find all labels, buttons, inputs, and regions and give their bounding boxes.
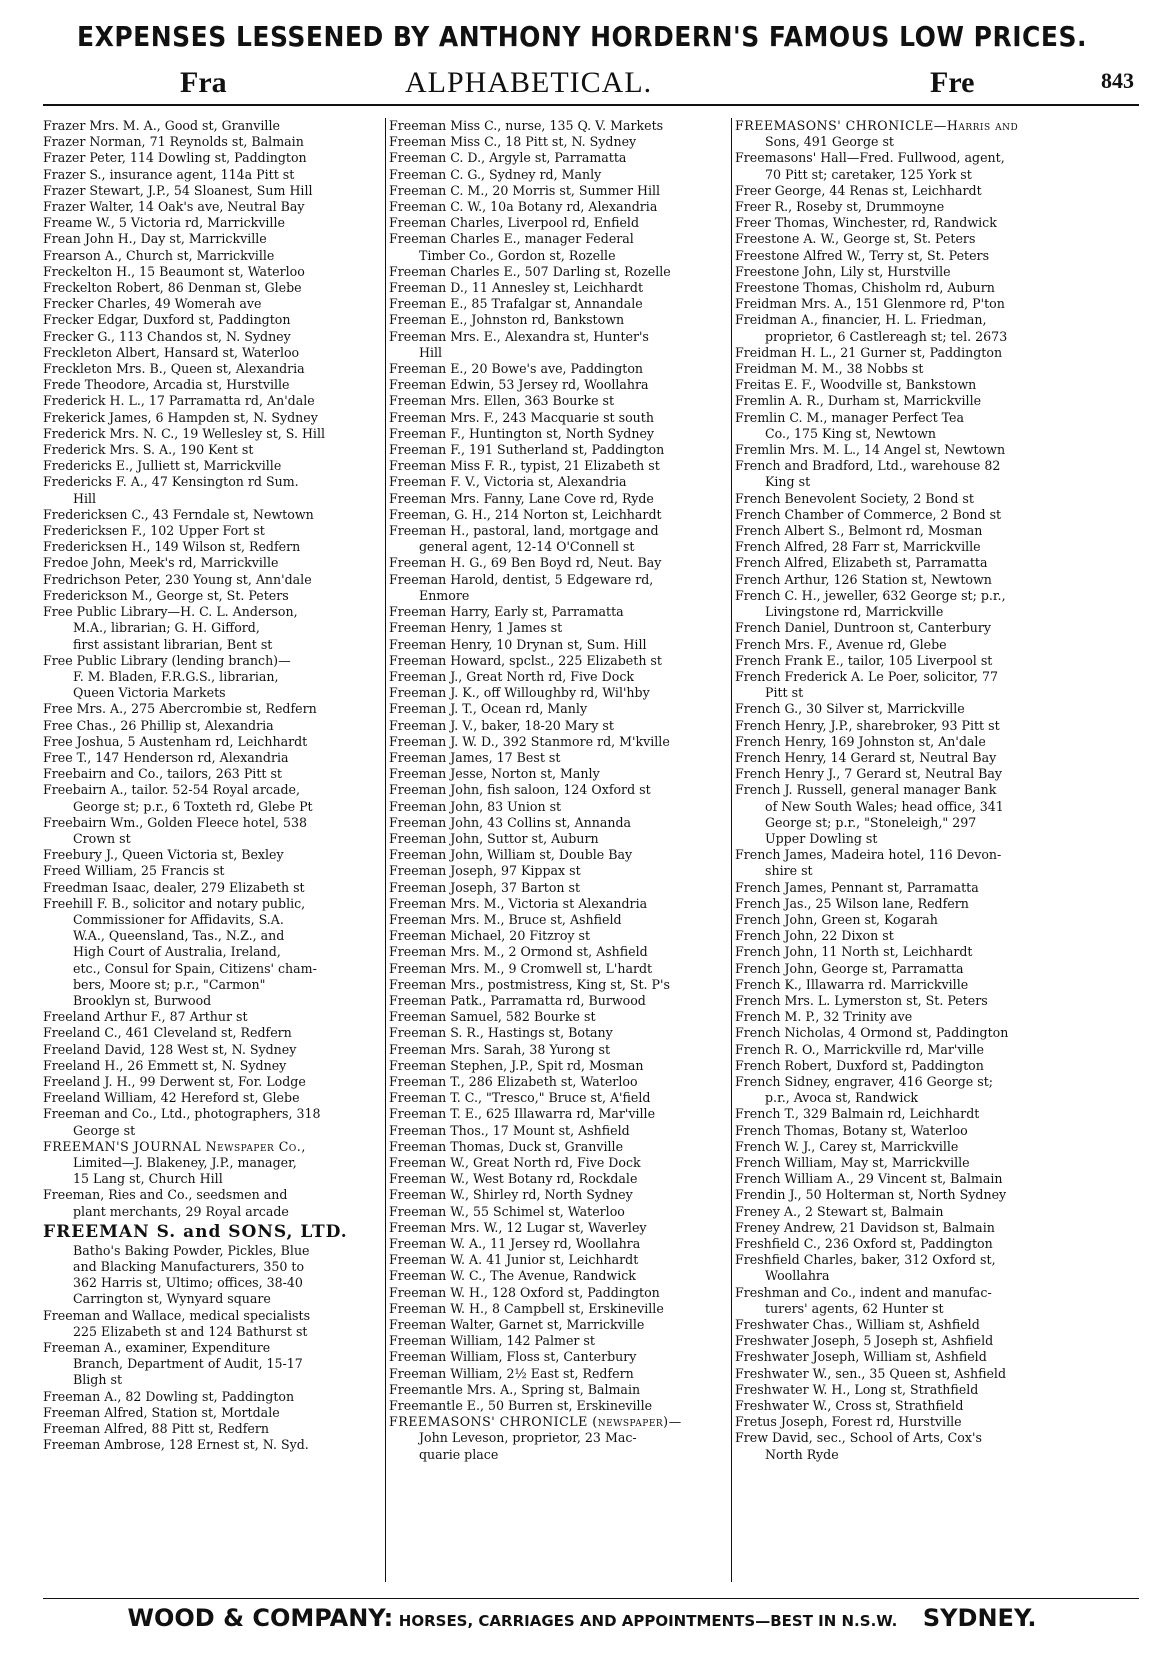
directory-entry: Freshwater Chas., William st, Ashfield [735, 1317, 980, 1333]
directory-entry: Freeman Stephen, J.P., Spit rd, Mosman [389, 1057, 644, 1073]
directory-entry: French and Bradford, Ltd., warehouse 82 [735, 458, 1001, 474]
directory-entry: M.A., librarian; G. H. Gifford, [73, 620, 260, 636]
directory-entry: Freestone A. W., George st, St. Peters [735, 231, 976, 247]
directory-entry: French John, Green st, Kogarah [735, 911, 938, 927]
directory-entry: French G., 30 Silver st, Marrickville [735, 701, 965, 717]
directory-entry: Freeman J. K., off Willoughby rd, Wil'hby [389, 685, 650, 701]
directory-entry: Frazer Mrs. M. A., Good st, Granville [43, 118, 280, 133]
directory-entry: Frazer Walter, 14 Oak's ave, Neutral Bay [43, 199, 305, 215]
directory-entry: Freeland J. H., 99 Derwent st, For. Lodge [43, 1073, 306, 1089]
directory-entry: Freeman Charles, Liverpool rd, Enfield [389, 215, 640, 231]
directory-entry: Freemantle Mrs. A., Spring st, Balmain [389, 1381, 641, 1397]
directory-entry: Free Joshua, 5 Austenham rd, Leichhardt [43, 733, 308, 749]
directory-entry: Freeman and Co., Ltd., photographers, 318 [43, 1106, 321, 1122]
directory-entry: French T., 329 Balmain rd, Leichhardt [735, 1106, 980, 1122]
directory-entry: French John, George st, Parramatta [735, 960, 964, 976]
directory-entry: quarie place [419, 1446, 499, 1462]
directory-entry: Freeman Charles E., 507 Darling st, Rozelle [389, 263, 671, 279]
directory-entry: French M. P., 32 Trinity ave [735, 1009, 913, 1025]
directory-entry: Freckelton Robert, 86 Denman st, Glebe [43, 280, 302, 296]
directory-entry: Freeman W. H., 8 Campbell st, Erskineville [389, 1300, 664, 1316]
directory-entry: Freeman Patk., Parramatta rd, Burwood [389, 992, 646, 1008]
directory-entry: Freeman Thos., 17 Mount st, Ashfield [389, 1122, 630, 1138]
directory-entry: Frecker Edgar, Duxford st, Paddington [43, 312, 291, 328]
directory-entry: 70 Pitt st; caretaker, 125 York st [765, 166, 972, 182]
directory-entry: Freeman Miss C., 18 Pitt st, N. Sydney [389, 134, 637, 150]
directory-entry: Freeman J., Great North rd, Five Dock [389, 668, 634, 684]
directory-entry: Freeman W. A., 11 Jersey rd, Woollahra [389, 1236, 641, 1252]
directory-entry: French Alfred, 28 Farr st, Marrickville [735, 539, 981, 555]
directory-entry: Freeman Mrs. Ellen, 363 Bourke st [389, 393, 615, 409]
directory-entry: Freeman J. V., baker, 18-20 Mary st [389, 717, 614, 733]
directory-entry: FREEMASONS' CHRONICLE—Harris and [735, 118, 1019, 133]
directory-entry: Enmore [419, 587, 470, 603]
directory-entry: Freeman C. G., Sydney rd, Manly [389, 166, 602, 182]
directory-entry: Freeman Alfred, 88 Pitt st, Redfern [43, 1421, 269, 1437]
directory-entry: French Frank E., tailor, 105 Liverpool st [735, 652, 993, 668]
directory-entry: Freeman Mrs. M., 2 Ormond st, Ashfield [389, 944, 648, 960]
directory-entry: John Leveson, proprietor, 23 Mac- [419, 1430, 637, 1446]
directory-entry: Frederick H. L., 17 Parramatta rd, An'dale [43, 393, 315, 409]
directory-entry: Limited—J. Blakeney, J.P., manager, [73, 1155, 297, 1170]
page-number: 843 [1101, 68, 1134, 93]
directory-entry: Freeman E., 85 Trafalgar st, Annandale [389, 296, 643, 312]
top-advert-banner: EXPENSES LESSENED BY ANTHONY HORDERN'S FAMOUS LOW PRICES. [77, 20, 1087, 53]
directory-entry: Freeman, G. H., 214 Norton st, Leichhardt [389, 506, 662, 522]
directory-entry: Freeman William, 2½ East st, Redfern [389, 1365, 634, 1381]
directory-entry: Free T., 147 Henderson rd, Alexandria [43, 749, 289, 765]
directory-entry: FREEMAN'S JOURNAL Newspaper Co., [43, 1138, 306, 1154]
directory-column-3 [735, 118, 1141, 1582]
directory-entry: Freeman W., Great North rd, Five Dock [389, 1155, 641, 1170]
directory-entry: Frederick Mrs. N. C., 19 Wellesley st, S. Hill [43, 425, 326, 441]
directory-entry: Freestone John, Lily st, Hurstville [735, 263, 951, 279]
directory-entry: Freed William, 25 Francis st [43, 863, 225, 879]
directory-entry: Free Chas., 26 Phillip st, Alexandria [43, 717, 274, 733]
directory-entry: Freeman W. H., 128 Oxford st, Paddington [389, 1284, 660, 1300]
directory-entry: Freeman T., 286 Elizabeth st, Waterloo [389, 1073, 638, 1089]
directory-entry: French C. H., jeweller, 632 George st; p.r., [735, 587, 1006, 603]
directory-entry: Frede Theodore, Arcadia st, Hurstville [43, 377, 290, 393]
directory-columns [43, 118, 1141, 1582]
directory-entry: Frearson A., Church st, Marrickville [43, 247, 275, 263]
directory-entry: Frazer Norman, 71 Reynolds st, Balmain [43, 134, 304, 150]
directory-entry: Frekerick James, 6 Hampden st, N. Sydney [43, 409, 318, 425]
directory-entry: High Court of Australia, Ireland, [73, 944, 281, 960]
directory-entry: Fredericksen H., 149 Wilson st, Redfern [43, 539, 301, 555]
directory-entry: Freney Andrew, 21 Davidson st, Balmain [735, 1219, 995, 1235]
directory-entry: p.r., Avoca st, Randwick [765, 1090, 919, 1106]
directory-entry: French William A., 29 Vincent st, Balmain [735, 1171, 1003, 1187]
directory-column-1 [43, 118, 381, 1582]
directory-entry: Freeman Harold, dentist, 5 Edgeware rd, [389, 571, 654, 587]
directory-entry: Freckleton Albert, Hansard st, Waterloo [43, 344, 300, 360]
directory-entry: Freeland William, 42 Hereford st, Glebe [43, 1090, 300, 1106]
directory-entry: Freeman Charles E., manager Federal [389, 231, 634, 247]
directory-entry: Freeman John, 83 Union st [389, 798, 562, 814]
directory-entry: Free Public Library—H. C. L. Anderson, [43, 604, 298, 620]
directory-entry: French Chamber of Commerce, 2 Bond st [735, 506, 1002, 522]
directory-entry: Freshfield Charles, baker, 312 Oxford st, [735, 1252, 996, 1268]
directory-entry: Fredoe John, Meek's rd, Marrickville [43, 555, 279, 571]
directory-entry: Fredericksen F., 102 Upper Fort st [43, 523, 265, 539]
directory-entry: FREEMAN S. and SONS, LTD. [43, 1221, 348, 1242]
directory-entry: Freeman H. G., 69 Ben Boyd rd, Neut. Bay [389, 555, 662, 571]
directory-entry: Freeman E., 20 Bowe's ave, Paddington [389, 361, 644, 377]
directory-entry: first assistant librarian, Bent st [73, 636, 273, 652]
directory-entry: Freeman John, William st, Double Bay [389, 847, 633, 863]
directory-entry: Freeman John, fish saloon, 124 Oxford st [389, 782, 651, 798]
directory-entry: Frecker Charles, 49 Womerah ave [43, 296, 262, 312]
directory-entry: Frederick Mrs. S. A., 190 Kent st [43, 442, 254, 458]
directory-entry: Frederickson M., George st, St. Peters [43, 587, 289, 603]
directory-entry: Freeman Alfred, Station st, Mortdale [43, 1404, 280, 1420]
directory-entry: Freeland David, 128 West st, N. Sydney [43, 1041, 297, 1057]
directory-entry: Brooklyn st, Burwood [73, 992, 212, 1008]
directory-entry: Freeman Mrs. Fanny, Lane Cove rd, Ryde [389, 490, 654, 506]
directory-entry: French Thomas, Botany st, Waterloo [735, 1122, 968, 1138]
bottom-advert-banner [0, 1604, 1164, 1632]
directory-entry: Freame W., 5 Victoria rd, Marrickville [43, 215, 285, 231]
directory-entry: French Alfred, Elizabeth st, Parramatta [735, 555, 988, 571]
directory-entry: Freeland C., 461 Cleveland st, Redfern [43, 1025, 292, 1041]
directory-entry: Branch, Department of Audit, 15-17 [73, 1356, 303, 1372]
directory-entry: Freeman T. E., 625 Illawarra rd, Mar'ville [389, 1106, 656, 1122]
directory-entry: French Henry J., 7 Gerard st, Neutral Bay [735, 766, 1003, 782]
directory-entry: Freebairn and Co., tailors, 263 Pitt st [43, 766, 282, 782]
directory-entry: Freeman Mrs. M., 9 Cromwell st, L'hardt [389, 960, 653, 976]
directory-entry: Freidman A., financier, H. L. Friedman, [735, 312, 987, 328]
directory-entry: Frazer S., insurance agent, 114a Pitt st [43, 166, 295, 182]
directory-entry: Freeman J. W. D., 392 Stanmore rd, M'kville [389, 733, 670, 749]
directory-entry: Freckleton Mrs. B., Queen st, Alexandria [43, 361, 305, 377]
directory-entry: Freeman Mrs. F., 243 Macquarie st south [389, 409, 654, 425]
directory-entry: Freney A., 2 Stewart st, Balmain [735, 1203, 944, 1219]
directory-entry: Freckelton H., 15 Beaumont st, Waterloo [43, 263, 305, 279]
directory-entry: Freeman John, 43 Collins st, Annanda [389, 814, 632, 830]
directory-entry: Freeman Mrs. M., Victoria st Alexandria [389, 895, 648, 911]
directory-entry: Frendin J., 50 Holterman st, North Sydney [735, 1187, 1007, 1203]
directory-entry: Freeman C. D., Argyle st, Parramatta [389, 150, 627, 166]
directory-entry: Freeman A., examiner, Expenditure [43, 1340, 271, 1356]
directory-entry: Upper Dowling st [765, 830, 878, 846]
directory-entry: Timber Co., Gordon st, Rozelle [419, 247, 616, 263]
directory-entry: George st [73, 1122, 136, 1138]
directory-entry: Freeman James, 17 Best st [389, 749, 561, 765]
directory-entry: Fremlin C. M., manager Perfect Tea [735, 409, 965, 425]
directory-entry: bers, Moore st; p.r., "Carmon" [73, 976, 266, 992]
directory-entry: Livingstone rd, Marrickville [765, 604, 944, 620]
directory-entry: Freeman A., 82 Dowling st, Paddington [43, 1388, 295, 1404]
directory-entry: Freemasons' Hall—Fred. Fullwood, agent, [735, 150, 1005, 166]
directory-entry: French Albert S., Belmont rd, Mosman [735, 523, 983, 539]
directory-entry: Freeman Michael, 20 Fitzroy st [389, 928, 591, 944]
directory-entry: Freestone Alfred W., Terry st, St. Peters [735, 247, 990, 263]
directory-entry: Fredrichson Peter, 230 Young st, Ann'dale [43, 571, 312, 587]
directory-entry: Frean John H., Day st, Marrickville [43, 231, 267, 247]
directory-entry: Freebury J., Queen Victoria st, Bexley [43, 847, 284, 863]
directory-entry: Fredericks E., Julliett st, Marrickville [43, 458, 282, 474]
directory-entry: Fremlin Mrs. M. L., 14 Angel st, Newtown [735, 442, 1006, 458]
directory-entry: Freeland H., 26 Emmett st, N. Sydney [43, 1057, 287, 1073]
directory-entry: Freshfield C., 236 Oxford st, Paddington [735, 1236, 993, 1252]
directory-entry: and Blacking Manufacturers, 350 to [73, 1259, 305, 1275]
directory-entry: King st [765, 474, 811, 490]
directory-entry: French John, 11 North st, Leichhardt [735, 944, 973, 960]
footer-company: WOOD & COMPANY: [127, 1604, 394, 1632]
directory-entry: French Daniel, Duntroon st, Canterbury [735, 620, 992, 636]
directory-entry: Freeman Joseph, 97 Kippax st [389, 863, 581, 879]
directory-entry: French Sidney, engraver, 416 George st; [735, 1073, 994, 1089]
directory-entry: Frazer Peter, 114 Dowling st, Paddington [43, 150, 307, 166]
directory-entry: Hill [419, 344, 443, 360]
directory-entry: Free Public Library (lending branch)— [43, 652, 291, 668]
directory-entry: Freer R., Roseby st, Drummoyne [735, 199, 945, 215]
directory-entry: Freeman W., Shirley rd, North Sydney [389, 1187, 633, 1203]
directory-entry: Freeman J. T., Ocean rd, Manly [389, 701, 588, 717]
directory-entry: Freeman Jesse, Norton st, Manly [389, 766, 600, 782]
directory-entry: Freeman Mrs., postmistress, King st, St. P's [389, 976, 670, 992]
directory-entry: Freeman W., 55 Schimel st, Waterloo [389, 1203, 625, 1219]
section-title: ALPHABETICAL. [405, 66, 653, 99]
directory-entry: 225 Elizabeth st and 124 Bathurst st [73, 1323, 308, 1339]
directory-entry: W.A., Queensland, Tas., N.Z., and [73, 928, 285, 944]
directory-entry: Freeman T. C., "Tresco," Bruce st, A'field [389, 1090, 651, 1106]
directory-entry: Freeman Joseph, 37 Barton st [389, 879, 581, 895]
directory-entry: Freidman Mrs. A., 151 Glenmore rd, P'ton [735, 296, 1005, 312]
directory-entry: Freeman W. C., The Avenue, Randwick [389, 1268, 636, 1284]
directory-entry: Freebairn Wm., Golden Fleece hotel, 538 [43, 814, 308, 830]
directory-entry: Freeman Mrs. W., 12 Lugar st, Waverley [389, 1219, 647, 1235]
directory-entry: Freeman, Ries and Co., seedsmen and [43, 1187, 288, 1203]
header-rule [43, 104, 1139, 106]
directory-entry: general agent, 12-14 O'Connell st [419, 539, 635, 555]
directory-entry: Freshwater Joseph, 5 Joseph st, Ashfield [735, 1333, 994, 1349]
directory-entry: Freeman Mrs. M., Bruce st, Ashfield [389, 911, 622, 927]
directory-entry: French R. O., Marrickville rd, Mar'ville [735, 1041, 985, 1057]
directory-entry: plant merchants, 29 Royal arcade [73, 1203, 289, 1219]
footer-tagline: HORSES, CARRIAGES AND APPOINTMENTS—BEST IN N.S.W. [398, 1612, 898, 1630]
directory-entry: Fredericksen C., 43 Ferndale st, Newtown [43, 506, 314, 522]
directory-entry: Freeman William, 142 Palmer st [389, 1333, 595, 1349]
left-guide-word: Fra [180, 66, 227, 99]
directory-entry: Freedman Isaac, dealer, 279 Elizabeth st [43, 879, 305, 895]
directory-entry: Freeman C. W., 10a Botany rd, Alexandria [389, 199, 658, 215]
directory-entry: North Ryde [765, 1446, 839, 1462]
directory-entry: French Arthur, 126 Station st, Newtown [735, 571, 992, 587]
directory-entry: Freeman Harry, Early st, Parramatta [389, 604, 624, 620]
footer-city: SYDNEY. [922, 1604, 1037, 1632]
directory-entry: Freitas E. F., Woodville st, Bankstown [735, 377, 977, 393]
directory-entry: French Frederick A. Le Poer, solicitor, 77 [735, 668, 999, 684]
directory-entry: Freeman D., 11 Annesley st, Leichhardt [389, 280, 644, 296]
directory-entry: Freeman Ambrose, 128 Ernest st, N. Syd. [43, 1437, 309, 1453]
directory-entry: Bligh st [73, 1372, 123, 1388]
directory-entry: French Nicholas, 4 Ormond st, Paddington [735, 1025, 1009, 1041]
directory-entry: Freestone Thomas, Chisholm rd, Auburn [735, 280, 995, 296]
directory-column-2 [389, 118, 727, 1582]
directory-entry: Freeman Walter, Garnet st, Marrickville [389, 1317, 645, 1333]
directory-entry: Freeman W. A. 41 Junior st, Leichhardt [389, 1252, 639, 1268]
directory-entry: Carrington st, Wynyard square [73, 1291, 271, 1307]
directory-entry: Frazer Stewart, J.P., 54 Sloanest, Sum Hill [43, 182, 313, 198]
directory-entry: Fremlin A. R., Durham st, Marrickville [735, 393, 982, 409]
directory-entry: turers' agents, 62 Hunter st [765, 1300, 944, 1316]
footer-rule [43, 1598, 1139, 1599]
directory-entry: Crown st [73, 830, 131, 846]
directory-entry: Queen Victoria Markets [73, 685, 226, 701]
directory-entry: Freeman S. R., Hastings st, Botany [389, 1025, 613, 1041]
directory-entry: Fretus Joseph, Forest rd, Hurstville [735, 1414, 962, 1430]
directory-entry: Freeman and Wallace, medical specialists [43, 1307, 311, 1323]
directory-entry: French Robert, Duxford st, Paddington [735, 1057, 984, 1073]
directory-entry: Freshwater W. H., Long st, Strathfield [735, 1381, 979, 1397]
directory-entry: French Henry, 169 Johnston st, An'dale [735, 733, 986, 749]
directory-entry: of New South Wales; head office, 341 [765, 798, 1004, 814]
directory-entry: Batho's Baking Powder, Pickles, Blue [73, 1242, 310, 1258]
directory-entry: Freeman H., pastoral, land, mortgage and [389, 523, 659, 539]
directory-entry: Commissioner for Affidavits, S.A. [73, 911, 284, 927]
directory-entry: George st; p.r., 6 Toxteth rd, Glebe Pt [73, 798, 313, 814]
right-guide-word: Fre [930, 66, 975, 99]
directory-entry: Freeman Mrs. Sarah, 38 Yurong st [389, 1041, 611, 1057]
directory-entry: French John, 22 Dixon st [735, 928, 894, 944]
directory-entry: French Henry, 14 Gerard st, Neutral Bay [735, 749, 997, 765]
directory-entry: etc., Consul for Spain, Citizens' cham- [73, 960, 317, 976]
directory-entry: French James, Pennant st, Parramatta [735, 879, 979, 895]
directory-entry: Sons, 491 George st [765, 134, 894, 150]
directory-entry: Freeman F., 191 Sutherland st, Paddington [389, 442, 665, 458]
directory-entry: FREEMASONS' CHRONICLE (newspaper)— [389, 1414, 682, 1430]
directory-entry: Freer George, 44 Renas st, Leichhardt [735, 182, 982, 198]
directory-entry: Freeman Edwin, 53 Jersey rd, Woollahra [389, 377, 649, 393]
directory-entry: shire st [765, 863, 813, 879]
directory-entry: Freer Thomas, Winchester, rd, Randwick [735, 215, 997, 231]
directory-entry: Freshman and Co., indent and manufac- [735, 1284, 992, 1300]
directory-entry: George st; p.r., "Stoneleigh," 297 [765, 814, 977, 830]
directory-entry: Woollahra [765, 1268, 830, 1284]
directory-entry: Freeman John, Suttor st, Auburn [389, 830, 599, 846]
directory-entry: Freidman M. M., 38 Nobbs st [735, 361, 924, 377]
directory-entry: Freebairn A., tailor. 52-54 Royal arcade, [43, 782, 300, 798]
directory-entry: Co., 175 King st, Newtown [765, 425, 936, 441]
directory-entry: Frecker G., 113 Chandos st, N. Sydney [43, 328, 291, 344]
directory-entry: Freeman Miss F. R., typist, 21 Elizabeth st [389, 458, 660, 474]
directory-entry: French Henry, J.P., sharebroker, 93 Pitt st [735, 717, 1000, 733]
directory-entry: 362 Harris st, Ultimo; offices, 38-40 [73, 1275, 303, 1291]
directory-entry: French Benevolent Society, 2 Bond st [735, 490, 974, 506]
directory-entry: Freeman W., West Botany rd, Rockdale [389, 1171, 638, 1187]
directory-entry: Pitt st [765, 685, 804, 701]
directory-entry: Freeman Henry, 1 James st [389, 620, 563, 636]
directory-entry: Freeman C. M., 20 Morris st, Summer Hill [389, 182, 661, 198]
directory-entry: Freeman Samuel, 582 Bourke st [389, 1009, 596, 1025]
directory-entry: Freshwater W., sen., 35 Queen st, Ashfield [735, 1365, 1007, 1381]
directory-entry: Freemantle E., 50 Burren st, Erskineville [389, 1398, 653, 1414]
directory-entry: Freehill F. B., solicitor and notary public, [43, 895, 306, 911]
directory-entry: French Jas., 25 Wilson lane, Redfern [735, 895, 969, 911]
directory-entry: Freeman F., Huntington st, North Sydney [389, 425, 655, 441]
directory-entry: French Mrs. L. Lymerston st, St. Peters [735, 992, 988, 1008]
directory-entry: proprietor, 6 Castlereagh st; tel. 2673 [765, 328, 1008, 344]
directory-entry: French J. Russell, general manager Bank [735, 782, 997, 798]
directory-entry: Freeman William, Floss st, Canterbury [389, 1349, 637, 1365]
directory-entry: French William, May st, Marrickville [735, 1155, 970, 1170]
directory-entry: Frew David, sec., School of Arts, Cox's [735, 1430, 982, 1446]
running-head [180, 66, 1134, 100]
directory-entry: Freshwater W., Cross st, Strathfield [735, 1398, 964, 1414]
directory-entry: Hill [73, 490, 97, 506]
directory-entry: Freeman Thomas, Duck st, Granville [389, 1138, 624, 1154]
directory-entry: French James, Madeira hotel, 116 Devon- [735, 847, 1002, 863]
directory-entry: French K., Illawarra rd. Marrickville [735, 976, 969, 992]
directory-entry: Freeman Mrs. E., Alexandra st, Hunter's [389, 328, 649, 344]
directory-entry: French Mrs. F., Avenue rd, Glebe [735, 636, 947, 652]
directory-entry: Freeman Miss C., nurse, 135 Q. V. Markets [389, 118, 664, 133]
directory-entry: Fredericks F. A., 47 Kensington rd Sum. [43, 474, 299, 490]
directory-entry: Freidman H. L., 21 Gurner st, Paddington [735, 344, 1003, 360]
directory-entry: 15 Lang st, Church Hill [73, 1171, 223, 1187]
directory-entry: Freeman Henry, 10 Drynan st, Sum. Hill [389, 636, 647, 652]
directory-entry: Freeman E., Johnston rd, Bankstown [389, 312, 625, 328]
directory-entry: Freshwater Joseph, William st, Ashfield [735, 1349, 987, 1365]
directory-entry: Free Mrs. A., 275 Abercrombie st, Redfern [43, 701, 317, 717]
directory-entry: Freeman F. V., Victoria st, Alexandria [389, 474, 627, 490]
directory-entry: French W. J., Carey st, Marrickville [735, 1138, 959, 1154]
directory-entry: F. M. Bladen, F.R.G.S., librarian, [73, 668, 279, 684]
directory-entry: Freeland Arthur F., 87 Arthur st [43, 1009, 248, 1025]
directory-entry: Freeman Howard, spclst., 225 Elizabeth st [389, 652, 662, 668]
